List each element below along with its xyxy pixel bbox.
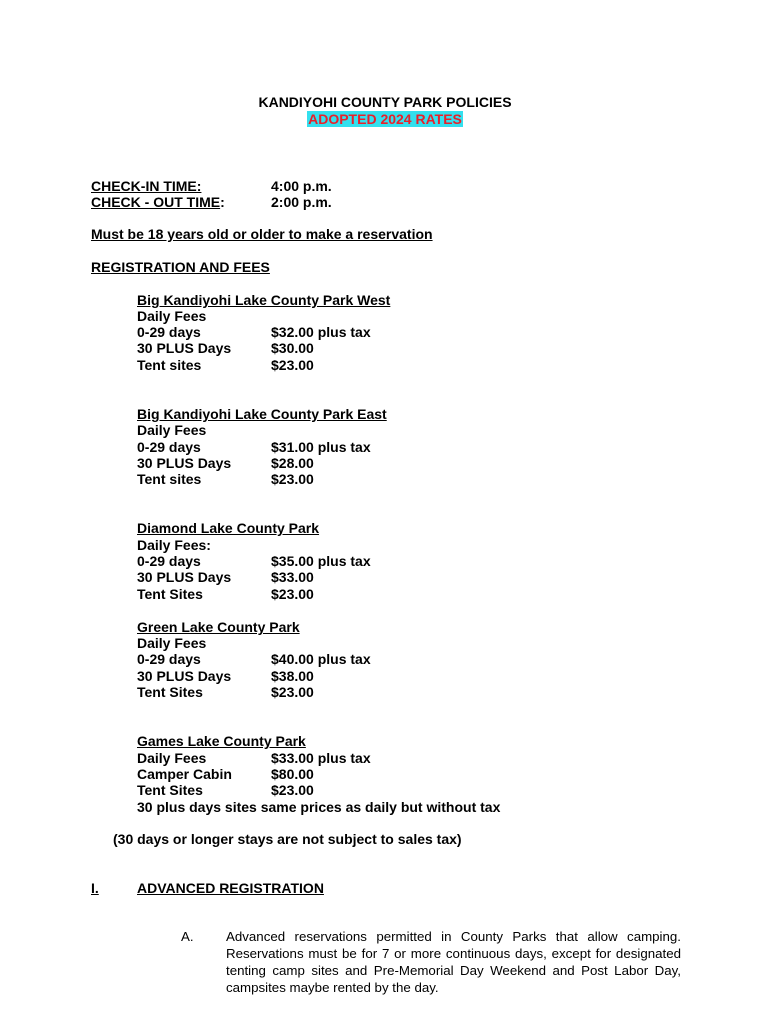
fee-value: $35.00 plus tax xyxy=(271,553,371,569)
fee-value: $23.00 xyxy=(271,471,314,487)
checkout-value: 2:00 p.m. xyxy=(271,194,332,210)
fee-label: 30 PLUS Days xyxy=(137,340,232,356)
park-name: Big Kandiyohi Lake County Park West xyxy=(137,292,391,308)
fee-label: Tent sites xyxy=(137,357,202,373)
fee-value: $23.00 xyxy=(271,684,314,700)
checkout-label-row xyxy=(91,194,225,210)
fee-value: $80.00 xyxy=(271,766,314,782)
fee-label: Camper Cabin xyxy=(137,766,232,782)
fee-value: $23.00 xyxy=(271,586,314,602)
fee-value: $30.00 xyxy=(271,340,314,356)
checkout-colon: : xyxy=(220,194,225,210)
fees-label: Daily Fees xyxy=(137,422,207,438)
fee-label: 30 PLUS Days xyxy=(137,668,232,684)
fee-value: $40.00 plus tax xyxy=(271,651,371,667)
fee-label: 0-29 days xyxy=(137,439,201,455)
checkin-label: CHECK-IN TIME: xyxy=(91,178,202,194)
section-heading: ADVANCED REGISTRATION xyxy=(137,880,324,896)
fees-label: Daily Fees xyxy=(137,308,207,324)
fee-value: $32.00 plus tax xyxy=(271,324,371,340)
fee-value: $38.00 xyxy=(271,668,314,684)
fee-label: 0-29 days xyxy=(137,651,201,667)
park-name: Diamond Lake County Park xyxy=(137,520,320,536)
advanced-reservation-paragraph: Advanced reservations permitted in County Parks that allow camping. Reservations must be for 7 or more continuous days, except for designated tenting camp sites and Pre-Memorial Day Weekend and Post Labor Day, campsites maybe rented by the day. xyxy=(226,929,681,995)
registration-heading: REGISTRATION AND FEES xyxy=(91,259,270,275)
fee-label: Tent Sites xyxy=(137,782,203,798)
item-letter: A. xyxy=(181,929,194,944)
fee-value: $33.00 xyxy=(271,569,314,585)
games-lake-note: 30 plus days sites same prices as daily but without tax xyxy=(137,799,501,815)
fee-label: Tent Sites xyxy=(137,586,203,602)
park-name: Big Kandiyohi Lake County Park East xyxy=(137,406,387,422)
subtitle-wrap xyxy=(0,111,770,127)
fees-label: Daily Fees xyxy=(137,635,207,651)
age-notice: Must be 18 years old or older to make a reservation xyxy=(91,226,433,242)
fee-value: $23.00 xyxy=(271,357,314,373)
adopted-rates-highlight: ADOPTED 2024 RATES xyxy=(308,111,462,127)
park-name: Green Lake County Park xyxy=(137,619,300,635)
fee-label: 30 PLUS Days xyxy=(137,569,232,585)
checkin-value: 4:00 p.m. xyxy=(271,178,332,194)
fee-value: $33.00 plus tax xyxy=(271,750,371,766)
document-title: KANDIYOHI COUNTY PARK POLICIES xyxy=(258,94,512,110)
fee-value: $28.00 xyxy=(271,455,314,471)
checkout-label: CHECK - OUT TIME xyxy=(91,194,221,210)
section-number: I. xyxy=(91,880,99,896)
fee-label: Daily Fees xyxy=(137,750,207,766)
fee-label: Tent Sites xyxy=(137,684,203,700)
fee-label: 0-29 days xyxy=(137,324,201,340)
park-name: Games Lake County Park xyxy=(137,733,306,749)
fee-value: $31.00 plus tax xyxy=(271,439,371,455)
fees-label: Daily Fees: xyxy=(137,537,211,553)
sales-tax-note: (30 days or longer stays are not subject to sales tax) xyxy=(113,831,462,847)
fee-label: 0-29 days xyxy=(137,553,201,569)
fee-label: 30 PLUS Days xyxy=(137,455,232,471)
fee-value: $23.00 xyxy=(271,782,314,798)
fee-label: Tent sites xyxy=(137,471,202,487)
